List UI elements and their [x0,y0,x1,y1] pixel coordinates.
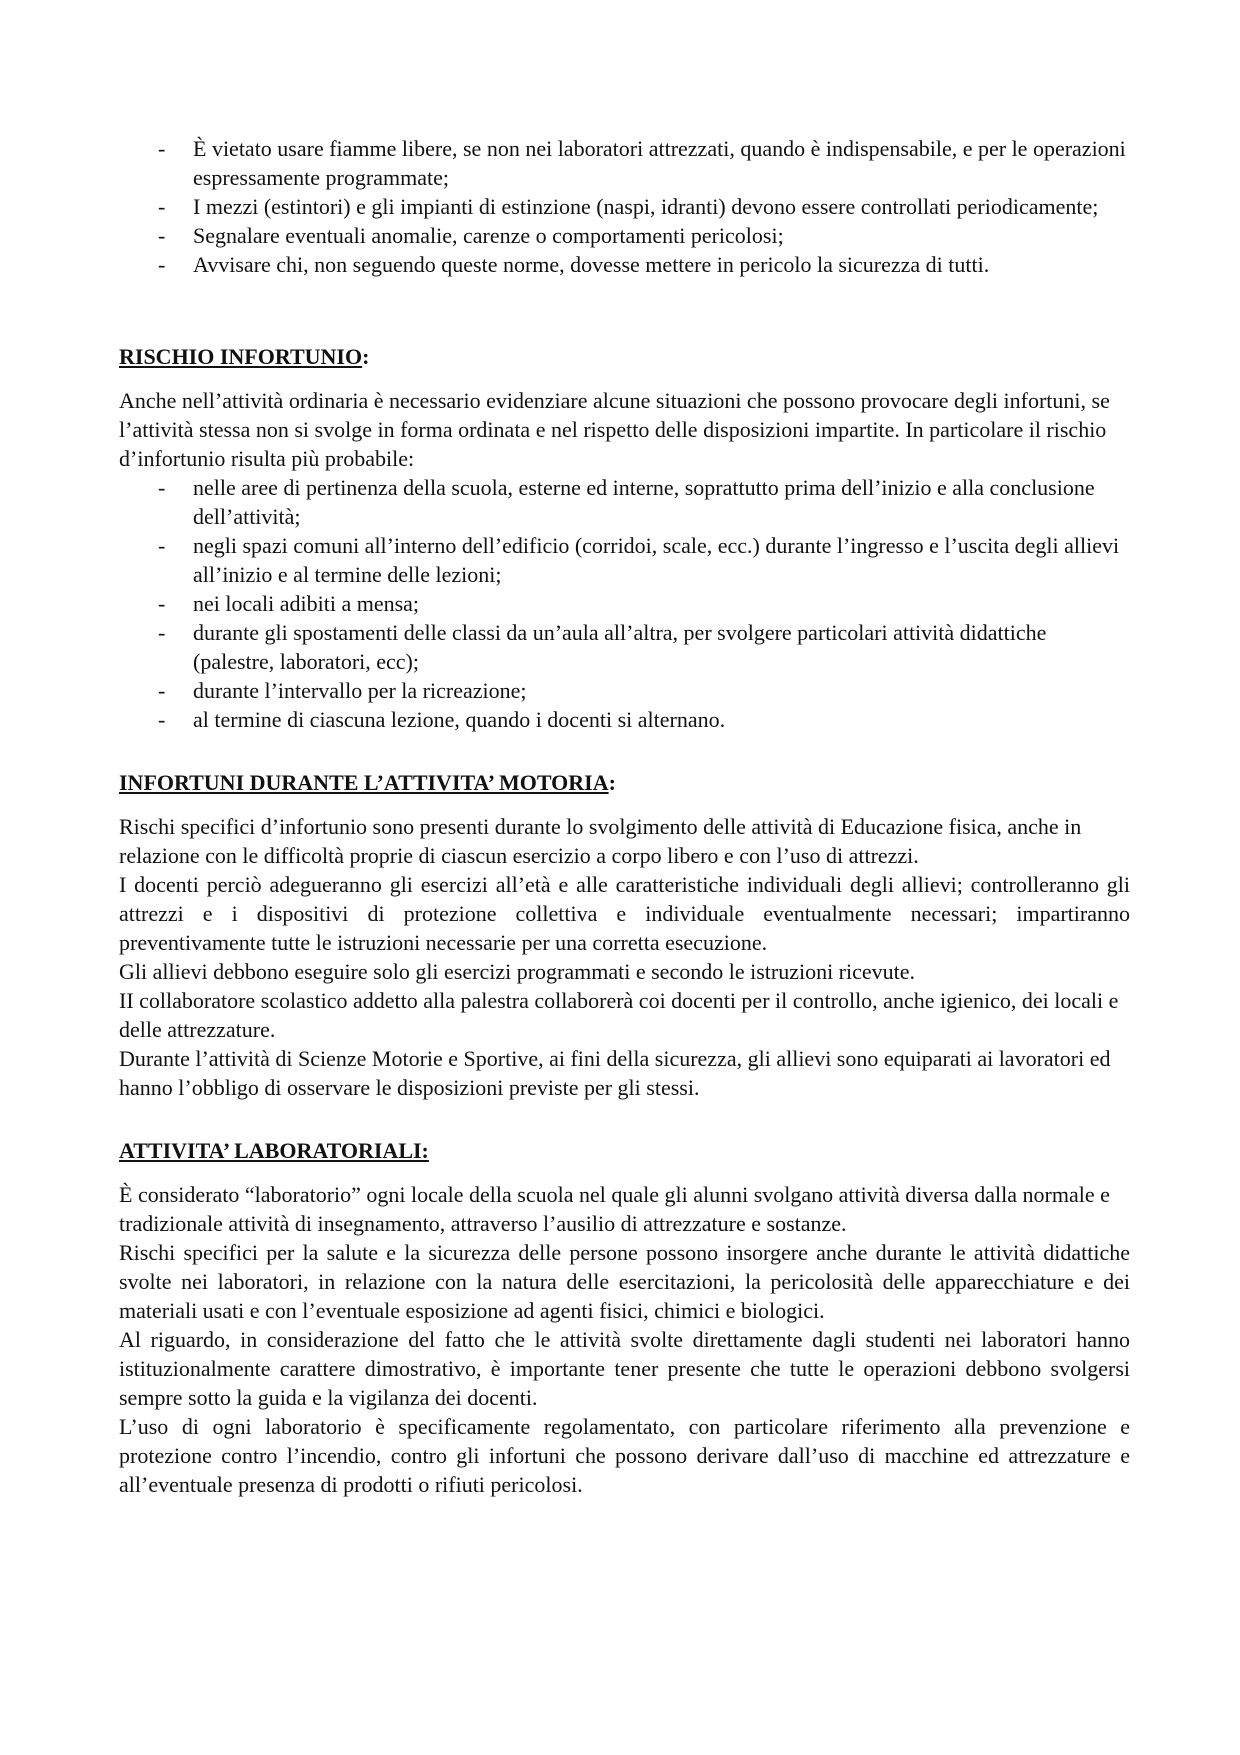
paragraph: Rischi specifici d’infortunio sono presenti durante lo svolgimento delle attività di Educazione fisica, anche in relazione con le difficoltà proprie di ciascun esercizio a corpo libero e con l’uso di attrezzi. [119,814,1082,868]
list-item [119,473,1130,531]
heading-text: ATTIVITA’ LABORATORIALI: [119,1138,429,1163]
list-item [119,250,1130,279]
list-item [119,705,1130,734]
list-item [119,221,1130,250]
section-body-laboratoriali [119,1180,1130,1499]
list-item [119,676,1130,705]
list-item-text: negli spazi comuni all’interno dell’edificio (corridoi, scale, ecc.) durante l’ingresso e l’uscita degli allievi all’inizio e al termine delle lezioni; [193,533,1120,587]
bullet-dash: - [158,591,166,616]
heading-suffix: : [362,344,370,369]
heading-suffix: : [608,770,616,795]
intro-list [119,134,1130,279]
bullet-dash: - [158,707,166,732]
list-item-text: Segnalare eventuali anomalie, carenze o comportamenti pericolosi; [193,223,784,248]
list-item-text: al termine di ciascuna lezione, quando i docenti si alternano. [193,707,726,732]
section-heading-rischio-infortunio [119,342,1130,371]
bullet-dash: - [158,475,166,500]
list-item-text: È vietato usare fiamme libere, se non nei laboratori attrezzati, quando è indispensabile, e per le operazioni espressamente programmate; [193,136,1126,190]
list-item-text: nelle aree di pertinenza della scuola, esterne ed interne, soprattutto prima dell’inizio e alla conclusione dell’attività; [193,475,1095,529]
list-item [119,531,1130,589]
paragraph: È considerato “laboratorio” ogni locale della scuola nel quale gli alunni svolgano attività diversa dalla normale e tradizionale attività di insegnamento, attraverso l’ausilio di attrezzature e sostanze. [119,1182,1110,1236]
paragraph: II collaboratore scolastico addetto alla palestra collaborerà coi docenti per il controllo, anche igienico, dei locali e delle attrezzature. [119,988,1119,1042]
bullet-dash: - [158,252,166,277]
bullet-dash: - [158,533,166,558]
paragraph: Anche nell’attività ordinaria è necessario evidenziare alcune situazioni che possono provocare degli infortuni, se l’attività stessa non si svolge in forma ordinata e nel rispetto delle disposizioni impartite. In particolare il rischio d’infortunio risulta più probabile: [119,388,1110,471]
paragraph: Durante l’attività di Scienze Motorie e Sportive, ai fini della sicurezza, gli allievi sono equiparati ai lavoratori ed hanno l’obbligo di osservare le disposizioni previste per gli stessi. [119,1046,1111,1100]
section-body-motoria [119,812,1130,1102]
paragraph: Gli allievi debbono eseguire solo gli esercizi programmati e secondo le istruzioni ricevute. [119,959,916,984]
paragraph: Rischi specifici per la salute e la sicurezza delle persone possono insorgere anche durante le attività didattiche svolte nei laboratori, in relazione con la natura delle esercitazioni, la pericolosità delle apparecchiature e dei materiali usati e con l’eventuale esposizione ad agenti fisici, chimici e biologici. [119,1240,1130,1323]
section-heading-attivita-motoria [119,768,1130,797]
list-item [119,589,1130,618]
list-item [119,192,1130,221]
list-item-text: I mezzi (estintori) e gli impianti di estinzione (naspi, idranti) devono essere controllati periodicamente; [193,194,1099,219]
heading-text: INFORTUNI DURANTE L’ATTIVITA’ MOTORIA [119,770,609,795]
bullet-dash: - [158,136,166,161]
bullet-dash: - [158,678,166,703]
list-item [119,134,1130,192]
paragraph: I docenti perciò adegueranno gli esercizi all’età e alle caratteristiche individuali degli allievi; controlleranno gli attrezzi e i dispositivi di protezione collettiva e individuale eventualmente necessari; impartiranno preventivamente tutte le istruzioni necessarie per una corretta esecuzione. [119,872,1130,955]
list-item-text: durante l’intervallo per la ricreazione; [193,678,527,703]
bullet-dash: - [158,194,166,219]
list-item-text: nei locali adibiti a mensa; [193,591,420,616]
paragraph: Al riguardo, in considerazione del fatto che le attività svolte direttamente dagli studenti nei laboratori hanno istituzionalmente carattere dimostrativo, è importante tener presente che tutte le operazioni debbono svolgersi sempre sotto la guida e la vigilanza dei docenti. [119,1327,1130,1410]
risk-list [119,473,1130,734]
bullet-dash: - [158,620,166,645]
list-item-text: Avvisare chi, non seguendo queste norme, dovesse mettere in pericolo la sicurezza di tutti. [193,252,990,277]
heading-text: RISCHIO INFORTUNIO [119,344,363,369]
paragraph: L’uso di ogni laboratorio è specificamente regolamentato, con particolare riferimento alla prevenzione e protezione contro l’incendio, contro gli infortuni che possono derivare dall’uso di macchine ed attrezzature e all’eventuale presenza di prodotti o rifiuti pericolosi. [119,1414,1130,1497]
document-page [119,134,1130,1499]
bullet-dash: - [158,223,166,248]
list-item-text: durante gli spostamenti delle classi da un’aula all’altra, per svolgere particolari attività didattiche (palestre, laboratori, ecc); [193,620,1047,674]
section-heading-attivita-laboratoriali [119,1136,1130,1165]
list-item [119,618,1130,676]
